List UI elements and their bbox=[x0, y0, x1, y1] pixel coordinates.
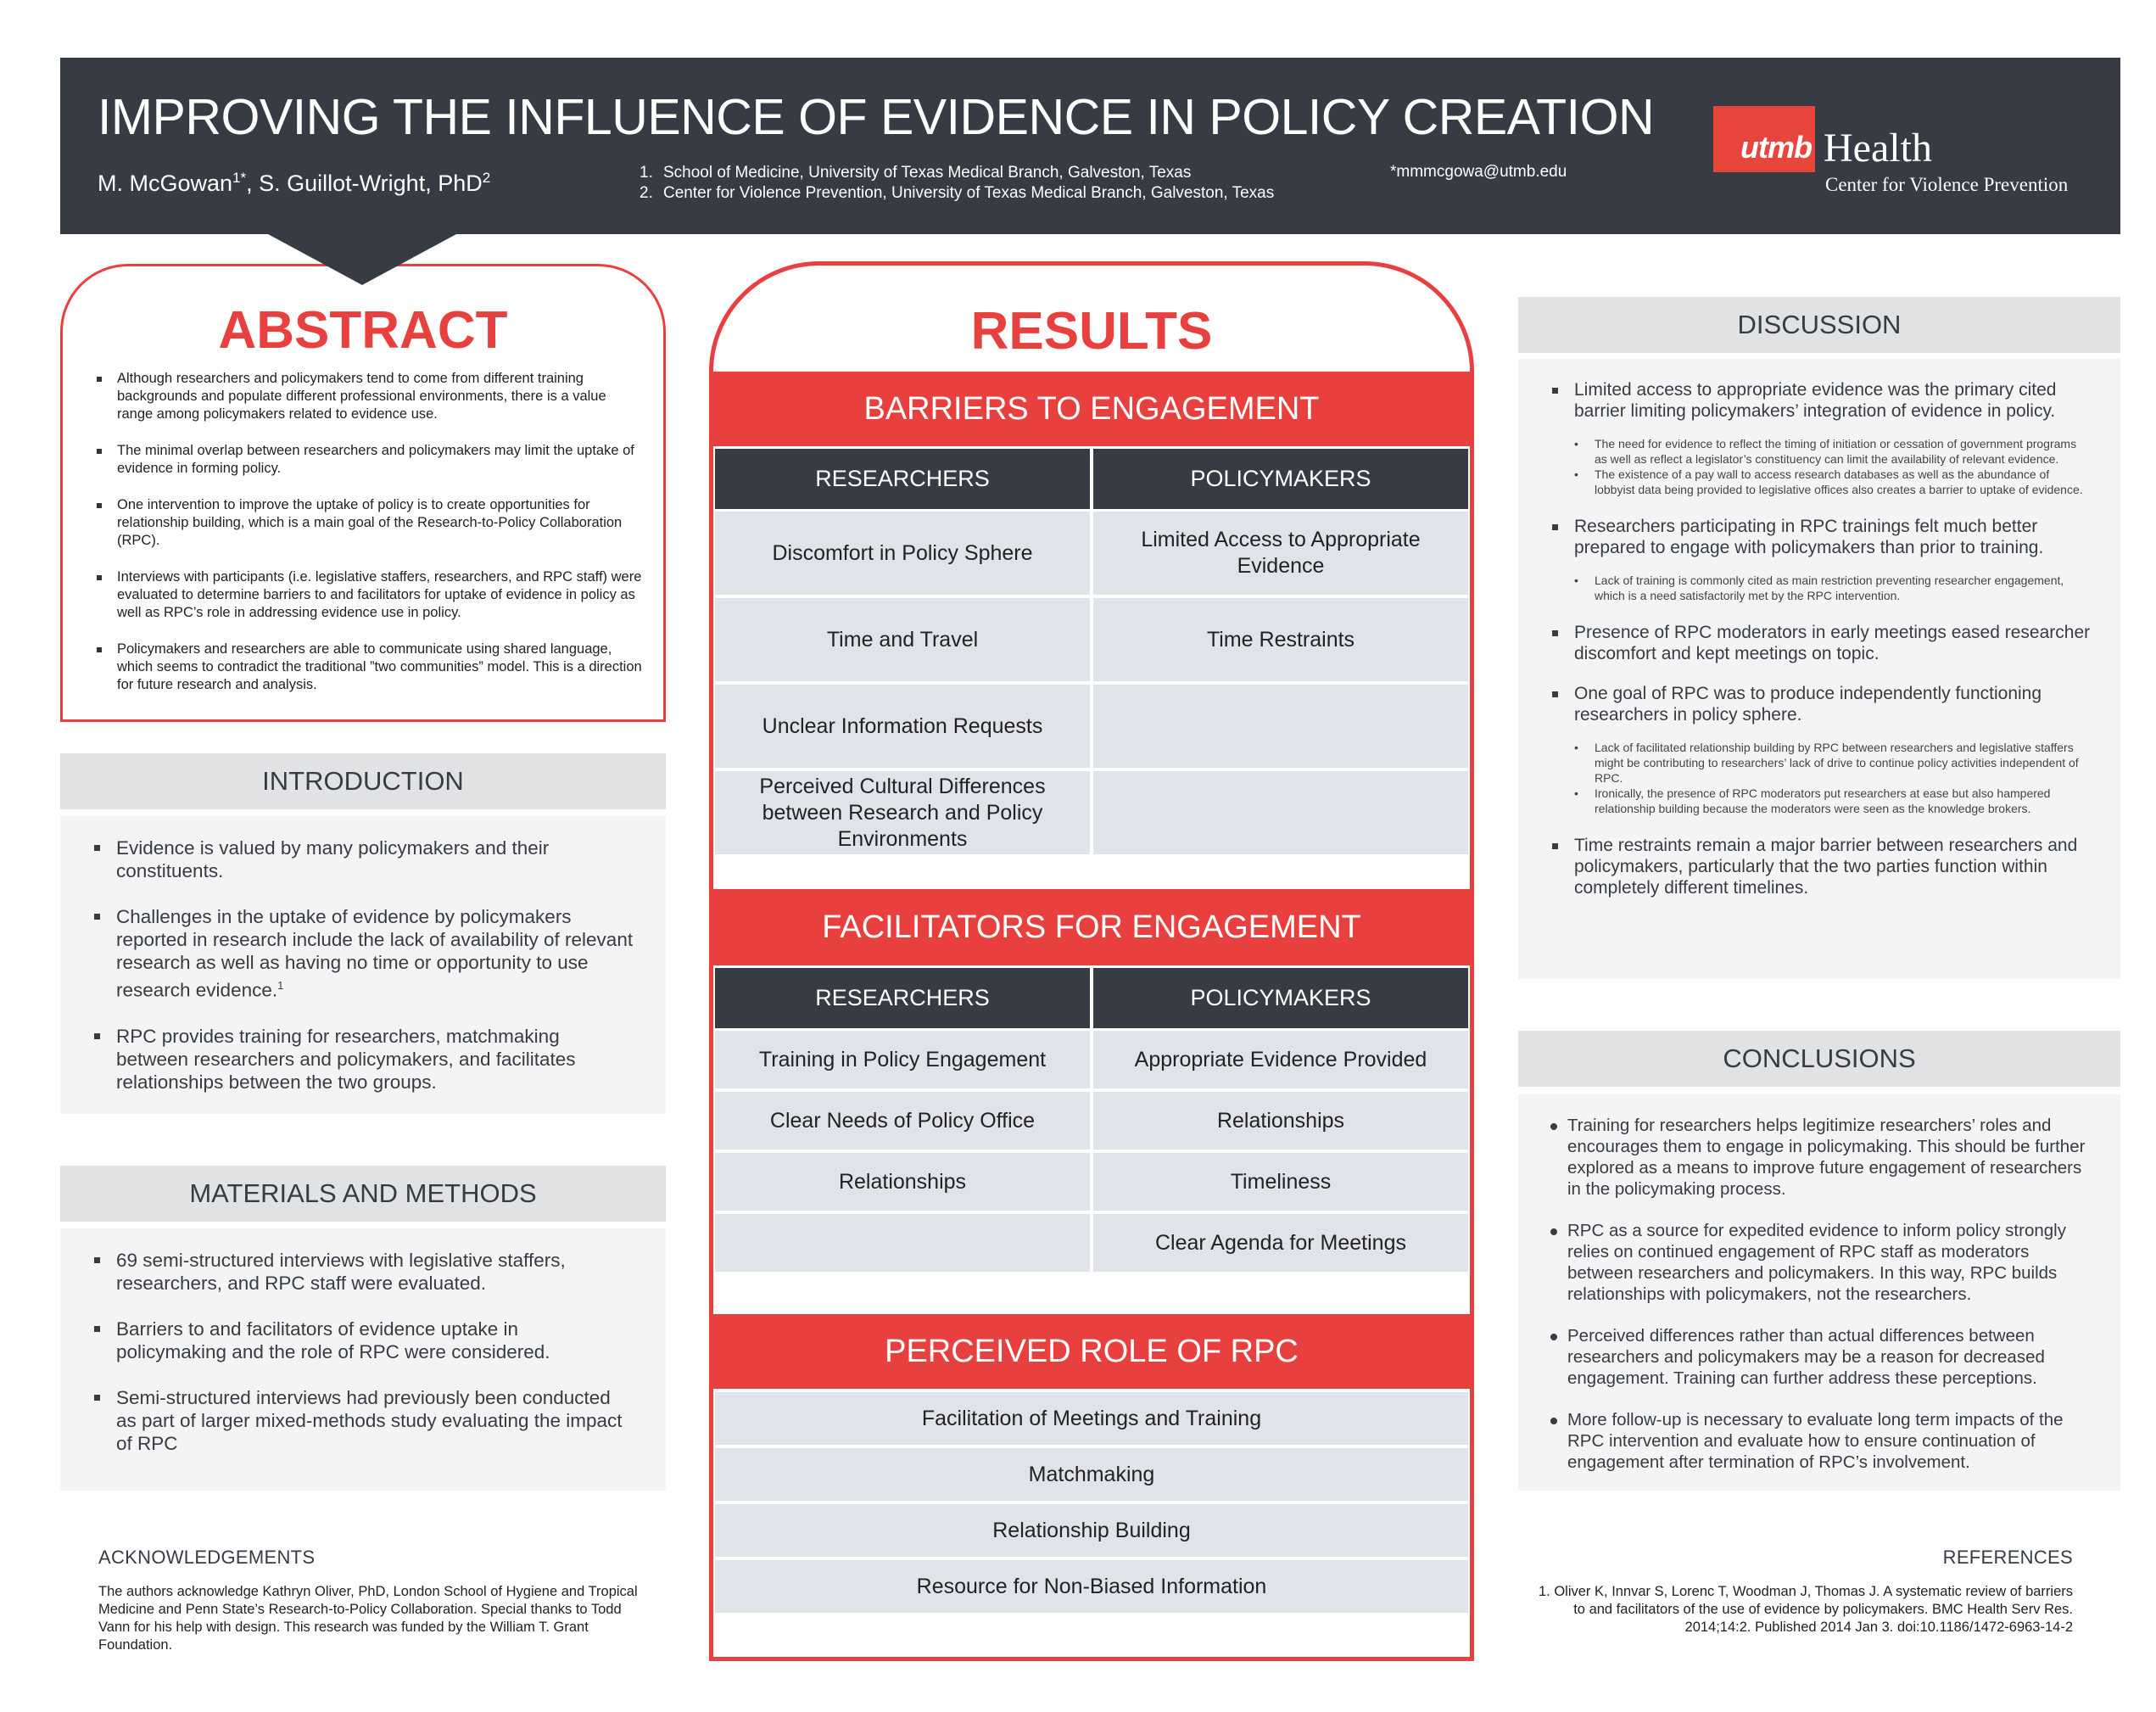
discussion-body bbox=[1518, 359, 2120, 979]
discussion-item bbox=[1549, 379, 2092, 497]
conclusions-item: Training for researchers helps legitimize researchers’ roles and encourages them to engage in policymaking. This should be further explored as a means to improve future engagement of researchers in the policymaking process. bbox=[1549, 1115, 2092, 1200]
column-header-researchers: RESEARCHERS bbox=[715, 449, 1090, 509]
discussion-item bbox=[1549, 516, 2092, 603]
methods-item: 69 semi-structured interviews with legislative staffers, researchers, and RPC staff were evaluated. bbox=[91, 1249, 634, 1295]
abstract-item: One intervention to improve the uptake of policy is to create opportunities for relationship building, which is a main goal of the Research-to-Policy Collaboration (RPC). bbox=[93, 496, 645, 550]
introduction-header: INTRODUCTION bbox=[60, 753, 666, 809]
table-row bbox=[715, 1092, 1468, 1150]
table-row bbox=[715, 685, 1468, 768]
table-cell bbox=[1093, 685, 1468, 768]
introduction-body bbox=[60, 816, 666, 1114]
discussion-list bbox=[1549, 379, 2092, 898]
discussion-subitem: • The existence of a pay wall to access research databases as well as the abundance of lobbyist data being provided to legislative offices also creates a barrier to uptake of evidence. bbox=[1574, 467, 2092, 497]
introduction-item bbox=[91, 905, 634, 1002]
table-row bbox=[715, 1031, 1468, 1088]
logo-name: Health bbox=[1824, 126, 1932, 171]
role-item: Matchmaking bbox=[715, 1448, 1468, 1501]
facilitators-table bbox=[715, 968, 1468, 1272]
discussion-subitem: • Lack of facilitated relationship building by RPC between researchers and legislative staffers might be contributing to researchers’ lack of drive to continue policy activities independent of RPC. bbox=[1574, 740, 2092, 786]
role-item: Facilitation of Meetings and Training bbox=[715, 1392, 1468, 1445]
barriers-table bbox=[715, 449, 1468, 854]
discussion-item bbox=[1549, 835, 2092, 898]
role-item: Relationship Building bbox=[715, 1504, 1468, 1557]
table-cell: Perceived Cultural Differences between Research and Policy Environments bbox=[715, 771, 1090, 854]
logo-mark: utmb bbox=[1740, 130, 1812, 165]
introduction-item-text: Challenges in the uptake of evidence by policymakers reported in research include the lack of availability of relevant research as well as having no time or opportunity to use research evidence. bbox=[116, 906, 634, 1001]
abstract-item: Although researchers and policymakers tend to come from different training backgrounds and populate different professional environments, there is a value range among policymakers related to evidence use. bbox=[93, 370, 645, 423]
introduction-item bbox=[91, 836, 634, 882]
introduction-item-text: RPC provides training for researchers, matchmaking between researchers and policymakers, and facilitates relationships between the two groups. bbox=[116, 1025, 576, 1093]
discussion-item-text: Limited access to appropriate evidence was the primary cited barrier limiting policymakers’ integration of evidence in policy. bbox=[1574, 380, 2057, 421]
table-cell: Timeliness bbox=[1093, 1153, 1468, 1211]
table-cell: Unclear Information Requests bbox=[715, 685, 1090, 768]
results-title: RESULTS bbox=[970, 302, 1213, 361]
methods-header: MATERIALS AND METHODS bbox=[60, 1166, 666, 1222]
acknowledgements-title: ACKNOWLEDGEMENTS bbox=[98, 1547, 316, 1568]
discussion-sublist bbox=[1574, 573, 2092, 603]
discussion-item bbox=[1549, 683, 2092, 816]
role-list bbox=[715, 1392, 1468, 1613]
table-row bbox=[715, 512, 1468, 595]
author-list bbox=[98, 170, 490, 197]
affiliation-list bbox=[640, 163, 1274, 204]
table-cell bbox=[1093, 771, 1468, 854]
contact-email[interactable]: *mmmcgowa@utmb.edu bbox=[1390, 163, 1567, 181]
conclusions-header: CONCLUSIONS bbox=[1518, 1031, 2120, 1087]
methods-item: Semi-structured interviews had previously been conducted as part of larger mixed-methods study evaluating the impact of RPC bbox=[91, 1386, 634, 1455]
author-name: S. Guillot-Wright, PhD bbox=[259, 171, 483, 196]
methods-item: Barriers to and facilitators of evidence uptake in policymaking and the role of RPC were considered. bbox=[91, 1318, 634, 1363]
author-affil-marker: 1* bbox=[232, 170, 247, 186]
table-cell: Clear Needs of Policy Office bbox=[715, 1092, 1090, 1150]
table-cell: Time and Travel bbox=[715, 598, 1090, 681]
role-item: Resource for Non-Biased Information bbox=[715, 1560, 1468, 1613]
affiliation-text: School of Medicine, University of Texas Medical Branch, Galveston, Texas bbox=[663, 164, 1192, 182]
table-cell: Time Restraints bbox=[1093, 598, 1468, 681]
affiliation-number: 2. bbox=[640, 184, 653, 202]
discussion-header: DISCUSSION bbox=[1518, 297, 2120, 353]
affiliation-item bbox=[640, 163, 1274, 183]
table-cell: Clear Agenda for Meetings bbox=[1093, 1214, 1468, 1272]
conclusions-item: Perceived differences rather than actual differences between researchers and policymakers may be a reason for decreased engagement. Training can further address these perceptions. bbox=[1549, 1325, 2092, 1389]
poster-header bbox=[60, 58, 2120, 234]
column-header-policymakers: POLICYMAKERS bbox=[1093, 449, 1468, 509]
affiliation-text: Center for Violence Prevention, University of Texas Medical Branch, Galveston, Texas bbox=[663, 184, 1275, 202]
reference-item: 1. Oliver K, Innvar S, Lorenc T, Woodman J, Thomas J. A systematic review of barriers to and facilitators of the use of evidence by policymakers. BMC Health Serv Res. 2014;14:2. Published 2014 Jan 3. doi:10.1186/1472-6963-14-2 bbox=[1539, 1584, 2073, 1635]
conclusions-item: RPC as a source for expedited evidence to inform policy strongly relies on continued engagement of RPC staff as moderators between researchers and policymakers. In this way, RPC builds relationships with policymakers, not the researchers. bbox=[1549, 1220, 2092, 1305]
results-section bbox=[709, 261, 1474, 1661]
table-cell: Training in Policy Engagement bbox=[715, 1031, 1090, 1088]
acknowledgements-text: The authors acknowledge Kathryn Oliver, PhD, London School of Hygiene and Tropical Medicine and Penn State’s Research-to-Policy Collaboration. Special thanks to Todd Vann for his help with design. This research was funded by the William T. Grant Foundation. bbox=[98, 1584, 638, 1653]
poster-title: IMPROVING THE INFLUENCE OF EVIDENCE IN POLICY CREATION bbox=[98, 89, 1655, 145]
table-row bbox=[715, 1153, 1468, 1211]
abstract-list bbox=[93, 370, 645, 713]
abstract-section bbox=[60, 264, 666, 722]
discussion-subitem: • The need for evidence to reflect the timing of initiation or cessation of government programs as well as reflect a legislator’s constituency can limit the availability of relevant evidence. bbox=[1574, 436, 2092, 467]
table-header-row bbox=[715, 449, 1468, 509]
discussion-item-text: One goal of RPC was to produce independently functioning researchers in policy sphere. bbox=[1574, 684, 2042, 725]
discussion-item-text: Time restraints remain a major barrier between researchers and policymakers, particularly that the two parties function within completely different timelines. bbox=[1574, 836, 2078, 898]
affiliation-number: 1. bbox=[640, 164, 653, 182]
discussion-subitem: • Ironically, the presence of RPC moderators put researchers at ease but also hampered relationship building because the moderators were seen as the knowledge brokers. bbox=[1574, 786, 2092, 816]
discussion-item-text: Researchers participating in RPC trainings felt much better prepared to engage with policymakers than prior to training. bbox=[1574, 517, 2044, 557]
barriers-band: BARRIERS TO ENGAGEMENT bbox=[713, 372, 1470, 446]
conclusions-item: More follow-up is necessary to evaluate long term impacts of the RPC intervention and evaluate how to ensure continuation of engagement after termination of RPC’s involvement. bbox=[1549, 1409, 2092, 1473]
header-pointer-arrow bbox=[268, 234, 456, 285]
discussion-item-text: Presence of RPC moderators in early meetings eased researcher discomfort and kept meetings on topic. bbox=[1574, 623, 2091, 663]
citation-marker: 1 bbox=[277, 979, 284, 992]
discussion-subitem: • Lack of training is commonly cited as main restriction preventing researcher engagement, which is a need satisfactorily met by the RPC intervention. bbox=[1574, 573, 2092, 603]
table-cell bbox=[715, 1214, 1090, 1272]
table-cell: Relationships bbox=[715, 1153, 1090, 1211]
introduction-item-text: Evidence is valued by many policymakers and their constituents. bbox=[116, 837, 550, 881]
author-separator: , bbox=[246, 171, 260, 196]
table-row bbox=[715, 598, 1468, 681]
abstract-title: ABSTRACT bbox=[218, 301, 508, 360]
discussion-sublist bbox=[1574, 740, 2092, 816]
table-cell: Relationships bbox=[1093, 1092, 1468, 1150]
introduction-item bbox=[91, 1025, 634, 1094]
abstract-item: The minimal overlap between researchers and policymakers may limit the uptake of evidence in forming policy. bbox=[93, 442, 645, 478]
introduction-list bbox=[91, 836, 634, 1116]
discussion-item bbox=[1549, 622, 2092, 664]
table-cell: Appropriate Evidence Provided bbox=[1093, 1031, 1468, 1088]
discussion-sublist bbox=[1574, 436, 2092, 497]
table-row bbox=[715, 771, 1468, 854]
abstract-item: Policymakers and researchers are able to communicate using shared language, which seems to contradict the traditional ”two communities” model. This is a direction for future research and analysis. bbox=[93, 641, 645, 694]
conclusions-body bbox=[1518, 1094, 2120, 1491]
methods-list bbox=[91, 1249, 634, 1478]
references-title: REFERENCES bbox=[1942, 1547, 2073, 1568]
methods-body bbox=[60, 1228, 666, 1491]
logo-subtitle: Center for Violence Prevention bbox=[1825, 174, 2069, 195]
facilitators-band: FACILITATORS FOR ENGAGEMENT bbox=[713, 889, 1470, 965]
table-cell: Limited Access to Appropriate Evidence bbox=[1093, 512, 1468, 595]
column-header-researchers: RESEARCHERS bbox=[715, 968, 1090, 1028]
table-cell: Discomfort in Policy Sphere bbox=[715, 512, 1090, 595]
utmb-health-logo bbox=[1713, 106, 2103, 208]
conclusions-list bbox=[1549, 1115, 2092, 1493]
abstract-item: Interviews with participants (i.e. legislative staffers, researchers, and RPC staff) were evaluated to determine barriers to and facilitators for uptake of evidence in policy as well as RPC’s role in addressing evidence use in policy. bbox=[93, 568, 645, 622]
author-affil-marker: 2 bbox=[482, 170, 491, 186]
table-header-row bbox=[715, 968, 1468, 1028]
affiliation-item bbox=[640, 183, 1274, 204]
table-row bbox=[715, 1214, 1468, 1272]
column-header-policymakers: POLICYMAKERS bbox=[1093, 968, 1468, 1028]
role-band: PERCEIVED ROLE OF RPC bbox=[713, 1314, 1470, 1389]
author-name: M. McGowan bbox=[98, 171, 233, 196]
